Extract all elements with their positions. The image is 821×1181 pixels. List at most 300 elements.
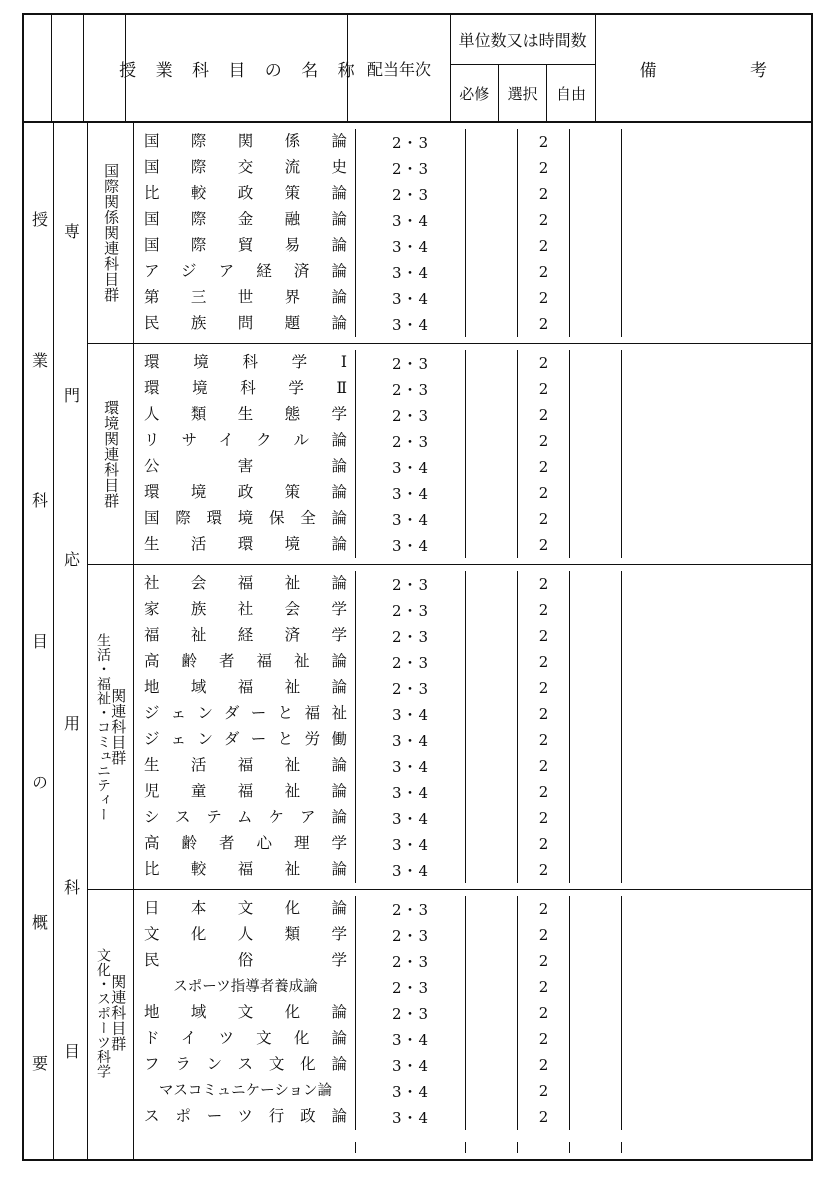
remarks-cell bbox=[622, 233, 811, 259]
year-assigned-cell: 2・3 bbox=[356, 597, 466, 623]
filler-row bbox=[134, 1142, 811, 1153]
table-header-row bbox=[24, 15, 811, 123]
header-remarks bbox=[596, 15, 811, 121]
course-name-cell bbox=[134, 805, 356, 831]
course-name-text: 国際環境保全論 bbox=[144, 509, 347, 528]
required-credits-cell bbox=[466, 207, 518, 233]
side-label-inner-char-4: 科 bbox=[61, 879, 81, 895]
table-row[interactable] bbox=[134, 1026, 811, 1052]
free-credits-cell bbox=[570, 480, 622, 506]
free-credits-cell bbox=[570, 285, 622, 311]
table-row[interactable] bbox=[134, 1052, 811, 1078]
course-name-text: 児童福祉論 bbox=[144, 782, 347, 801]
year-assigned-cell: 3・4 bbox=[356, 480, 466, 506]
side-label-outer-char-3: 目 bbox=[29, 632, 49, 649]
course-name-text: 家族社会学 bbox=[144, 600, 347, 619]
table-row[interactable] bbox=[134, 1104, 811, 1130]
elective-credits-cell: 2 bbox=[518, 350, 570, 376]
required-credits-cell bbox=[466, 571, 518, 597]
table-body bbox=[24, 123, 811, 1159]
table-row[interactable] bbox=[134, 675, 811, 701]
table-row[interactable] bbox=[134, 376, 811, 402]
year-assigned-cell: 3・4 bbox=[356, 779, 466, 805]
subject-group-label-second: 文化・スポーツ科学 bbox=[94, 947, 111, 1079]
course-name-text: リサイクル論 bbox=[144, 431, 347, 450]
remarks-cell bbox=[622, 857, 811, 883]
elective-credits-cell: 2 bbox=[518, 311, 570, 337]
course-name-text: 人類生態学 bbox=[144, 405, 347, 424]
course-name-cell bbox=[134, 1052, 356, 1078]
year-assigned-cell: 2・3 bbox=[356, 675, 466, 701]
elective-credits-cell: 2 bbox=[518, 506, 570, 532]
table-row[interactable] bbox=[134, 506, 811, 532]
side-label-inner-char-3: 用 bbox=[61, 715, 81, 731]
free-credits-cell bbox=[570, 649, 622, 675]
table-row[interactable] bbox=[134, 454, 811, 480]
table-row[interactable] bbox=[134, 428, 811, 454]
header-credits-subcolumns bbox=[451, 65, 595, 121]
remarks-cell bbox=[622, 805, 811, 831]
free-credits-cell bbox=[570, 597, 622, 623]
header-required bbox=[451, 65, 498, 121]
free-credits-cell bbox=[570, 181, 622, 207]
free-credits-cell bbox=[570, 506, 622, 532]
side-label-outer-char-4: の bbox=[29, 773, 49, 790]
elective-credits-cell: 2 bbox=[518, 207, 570, 233]
subject-group-label bbox=[88, 565, 134, 889]
table-row[interactable] bbox=[134, 402, 811, 428]
header-course-name bbox=[119, 15, 362, 121]
elective-credits-cell: 2 bbox=[518, 454, 570, 480]
header-credits-title-label: 単位数又は時間数 bbox=[458, 31, 587, 50]
elective-credits-cell: 2 bbox=[518, 259, 570, 285]
elective-credits-cell: 2 bbox=[518, 1052, 570, 1078]
course-name-text: 民族問題論 bbox=[144, 314, 347, 333]
table-row[interactable] bbox=[134, 1000, 811, 1026]
year-assigned-cell: 2・3 bbox=[356, 402, 466, 428]
elective-credits-cell: 2 bbox=[518, 1104, 570, 1130]
remarks-cell bbox=[622, 376, 811, 402]
table-row[interactable] bbox=[134, 350, 811, 376]
elective-credits-cell: 2 bbox=[518, 1026, 570, 1052]
elective-credits-cell: 2 bbox=[518, 571, 570, 597]
table-row[interactable] bbox=[134, 896, 811, 922]
remarks-cell bbox=[622, 727, 811, 753]
table-row[interactable] bbox=[134, 831, 811, 857]
year-assigned-cell: 2・3 bbox=[356, 896, 466, 922]
elective-credits-cell: 2 bbox=[518, 1078, 570, 1104]
elective-credits-cell: 2 bbox=[518, 623, 570, 649]
free-credits-cell bbox=[570, 129, 622, 155]
side-label-inner bbox=[54, 123, 88, 1159]
year-assigned-cell: 3・4 bbox=[356, 506, 466, 532]
free-credits-cell bbox=[570, 753, 622, 779]
remarks-cell bbox=[622, 1104, 811, 1130]
required-credits-cell bbox=[466, 727, 518, 753]
free-credits-cell bbox=[570, 727, 622, 753]
remarks-cell bbox=[622, 1000, 811, 1026]
elective-credits-cell: 2 bbox=[518, 428, 570, 454]
free-credits-cell bbox=[570, 402, 622, 428]
elective-credits-cell: 2 bbox=[518, 402, 570, 428]
free-credits-cell bbox=[570, 233, 622, 259]
year-assigned-cell: 3・4 bbox=[356, 233, 466, 259]
year-assigned-cell: 2・3 bbox=[356, 571, 466, 597]
remarks-cell bbox=[622, 181, 811, 207]
table-row[interactable] bbox=[134, 753, 811, 779]
required-credits-cell bbox=[466, 1078, 518, 1104]
course-name-text: システムケア論 bbox=[144, 808, 347, 827]
table-row[interactable] bbox=[134, 623, 811, 649]
course-name-cell bbox=[134, 922, 356, 948]
filler-cell bbox=[570, 1142, 622, 1153]
course-name-text: 第三世界論 bbox=[144, 288, 347, 307]
side-label-outer-char-0: 授 bbox=[29, 211, 49, 228]
side-label-outer bbox=[24, 123, 54, 1159]
required-credits-cell bbox=[466, 779, 518, 805]
year-assigned-cell: 2・3 bbox=[356, 922, 466, 948]
free-credits-cell bbox=[570, 623, 622, 649]
course-name-text: 社会福祉論 bbox=[144, 574, 347, 593]
course-name-cell bbox=[134, 376, 356, 402]
course-name-text: 公害論 bbox=[144, 457, 347, 476]
remarks-cell bbox=[622, 922, 811, 948]
remarks-cell bbox=[622, 701, 811, 727]
elective-credits-cell: 2 bbox=[518, 896, 570, 922]
course-name-text: 高齢者福祉論 bbox=[144, 652, 347, 671]
year-assigned-cell: 3・4 bbox=[356, 259, 466, 285]
header-elective-label: 選択 bbox=[507, 84, 538, 103]
course-name-cell bbox=[134, 181, 356, 207]
filler-rows bbox=[134, 1136, 811, 1159]
remarks-cell bbox=[622, 402, 811, 428]
course-name-cell bbox=[134, 831, 356, 857]
remarks-cell bbox=[622, 532, 811, 558]
remarks-cell bbox=[622, 454, 811, 480]
free-credits-cell bbox=[570, 259, 622, 285]
table-row[interactable] bbox=[134, 597, 811, 623]
table-row[interactable] bbox=[134, 974, 811, 1000]
remarks-cell bbox=[622, 649, 811, 675]
header-year-assigned-label: 配当年次 bbox=[367, 59, 432, 79]
elective-credits-cell: 2 bbox=[518, 831, 570, 857]
required-credits-cell bbox=[466, 623, 518, 649]
header-free bbox=[546, 65, 594, 121]
side-label-inner-char-1: 門 bbox=[61, 387, 81, 403]
course-name-cell bbox=[134, 896, 356, 922]
remarks-cell bbox=[622, 974, 811, 1000]
table-row[interactable] bbox=[134, 948, 811, 974]
course-name-cell bbox=[134, 857, 356, 883]
course-name-text: 民俗学 bbox=[144, 951, 347, 970]
table-row[interactable] bbox=[134, 155, 811, 181]
elective-credits-cell: 2 bbox=[518, 779, 570, 805]
required-credits-cell bbox=[466, 532, 518, 558]
year-assigned-cell: 3・4 bbox=[356, 1026, 466, 1052]
free-credits-cell bbox=[570, 948, 622, 974]
free-credits-cell bbox=[570, 701, 622, 727]
required-credits-cell bbox=[466, 233, 518, 259]
table-row[interactable] bbox=[134, 233, 811, 259]
free-credits-cell bbox=[570, 805, 622, 831]
required-credits-cell bbox=[466, 181, 518, 207]
elective-credits-cell: 2 bbox=[518, 649, 570, 675]
free-credits-cell bbox=[570, 155, 622, 181]
required-credits-cell bbox=[466, 402, 518, 428]
course-name-cell bbox=[134, 779, 356, 805]
course-name-text: 高齢者心理学 bbox=[144, 834, 347, 853]
side-label-inner-char-0: 専 bbox=[61, 223, 81, 239]
curriculum-table bbox=[22, 13, 813, 1161]
table-row[interactable] bbox=[134, 727, 811, 753]
header-elective bbox=[498, 65, 546, 121]
course-name-text: フランス文化論 bbox=[144, 1055, 347, 1074]
course-name-text: ジェンダーと福祉 bbox=[144, 704, 347, 723]
remarks-cell bbox=[622, 948, 811, 974]
remarks-cell bbox=[622, 1078, 811, 1104]
course-name-text: ドイツ文化論 bbox=[144, 1029, 347, 1048]
header-course-name-label: 授 業 科 目 の 名 称 bbox=[119, 60, 362, 81]
year-assigned-cell: 3・4 bbox=[356, 207, 466, 233]
year-assigned-cell: 3・4 bbox=[356, 1078, 466, 1104]
table-row[interactable] bbox=[134, 207, 811, 233]
required-credits-cell bbox=[466, 1000, 518, 1026]
free-credits-cell bbox=[570, 571, 622, 597]
course-name-text: 比較政策論 bbox=[144, 184, 347, 203]
free-credits-cell bbox=[570, 311, 622, 337]
header-year-assigned bbox=[348, 15, 450, 121]
year-assigned-cell: 2・3 bbox=[356, 948, 466, 974]
year-assigned-cell: 2・3 bbox=[356, 428, 466, 454]
remarks-cell bbox=[622, 896, 811, 922]
table-row[interactable] bbox=[134, 779, 811, 805]
free-credits-cell bbox=[570, 532, 622, 558]
course-name-cell bbox=[134, 623, 356, 649]
header-remarks-label: 備 考 bbox=[639, 60, 811, 81]
required-credits-cell bbox=[466, 896, 518, 922]
required-credits-cell bbox=[466, 1026, 518, 1052]
subject-group-label-main: 関連科目群 bbox=[109, 688, 128, 766]
elective-credits-cell: 2 bbox=[518, 155, 570, 181]
course-name-cell bbox=[134, 233, 356, 259]
course-name-text: 国際交流史 bbox=[144, 158, 347, 177]
side-label-outer-char-6: 要 bbox=[29, 1054, 49, 1071]
year-assigned-cell: 3・4 bbox=[356, 285, 466, 311]
filler-cell bbox=[134, 1142, 356, 1153]
year-assigned-cell: 2・3 bbox=[356, 155, 466, 181]
year-assigned-cell: 3・4 bbox=[356, 805, 466, 831]
course-name-text: スポーツ指導者養成論 bbox=[173, 978, 318, 995]
free-credits-cell bbox=[570, 207, 622, 233]
free-credits-cell bbox=[570, 675, 622, 701]
course-name-text: 国際関係論 bbox=[144, 132, 347, 151]
remarks-cell bbox=[622, 597, 811, 623]
remarks-cell bbox=[622, 675, 811, 701]
required-credits-cell bbox=[466, 350, 518, 376]
year-assigned-cell: 2・3 bbox=[356, 350, 466, 376]
course-name-cell bbox=[134, 155, 356, 181]
table-row[interactable] bbox=[134, 285, 811, 311]
elective-credits-cell: 2 bbox=[518, 701, 570, 727]
year-assigned-cell: 3・4 bbox=[356, 753, 466, 779]
course-name-text: 地域福祉論 bbox=[144, 678, 347, 697]
free-credits-cell bbox=[570, 857, 622, 883]
required-credits-cell bbox=[466, 155, 518, 181]
subject-group bbox=[88, 343, 811, 564]
course-name-cell bbox=[134, 675, 356, 701]
elective-credits-cell: 2 bbox=[518, 233, 570, 259]
required-credits-cell bbox=[466, 428, 518, 454]
free-credits-cell bbox=[570, 1026, 622, 1052]
remarks-cell bbox=[622, 428, 811, 454]
subject-group-rows bbox=[134, 565, 811, 889]
course-name-text: 日本文化論 bbox=[144, 899, 347, 918]
filler-cell bbox=[622, 1142, 811, 1153]
elective-credits-cell: 2 bbox=[518, 181, 570, 207]
remarks-cell bbox=[622, 207, 811, 233]
table-row[interactable] bbox=[134, 311, 811, 337]
course-name-cell bbox=[134, 259, 356, 285]
course-name-cell bbox=[134, 974, 356, 1000]
course-name-cell bbox=[134, 948, 356, 974]
course-name-cell bbox=[134, 402, 356, 428]
table-row[interactable] bbox=[134, 259, 811, 285]
table-row[interactable] bbox=[134, 181, 811, 207]
required-credits-cell bbox=[466, 129, 518, 155]
course-name-text: アジア経済論 bbox=[144, 262, 347, 281]
table-row[interactable] bbox=[134, 649, 811, 675]
free-credits-cell bbox=[570, 896, 622, 922]
subject-group-label-main: 関連科目群 bbox=[109, 974, 128, 1052]
table-row[interactable] bbox=[134, 1078, 811, 1104]
elective-credits-cell: 2 bbox=[518, 480, 570, 506]
course-name-cell bbox=[134, 753, 356, 779]
course-name-cell bbox=[134, 701, 356, 727]
subject-group-label bbox=[88, 123, 134, 343]
subject-group-label-main: 環境関連科目群 bbox=[102, 399, 121, 509]
year-assigned-cell: 3・4 bbox=[356, 831, 466, 857]
course-name-cell bbox=[134, 506, 356, 532]
remarks-cell bbox=[622, 155, 811, 181]
course-name-cell bbox=[134, 1078, 356, 1104]
subject-group-rows bbox=[134, 890, 811, 1136]
course-name-cell bbox=[134, 727, 356, 753]
table-row[interactable] bbox=[134, 480, 811, 506]
elective-credits-cell: 2 bbox=[518, 1000, 570, 1026]
free-credits-cell bbox=[570, 376, 622, 402]
required-credits-cell bbox=[466, 974, 518, 1000]
year-assigned-cell: 3・4 bbox=[356, 1104, 466, 1130]
year-assigned-cell: 2・3 bbox=[356, 649, 466, 675]
remarks-cell bbox=[622, 259, 811, 285]
header-credits-group bbox=[451, 15, 596, 121]
header-spacer-inner bbox=[52, 15, 84, 121]
remarks-cell bbox=[622, 831, 811, 857]
year-assigned-cell: 3・4 bbox=[356, 727, 466, 753]
filler-cell bbox=[518, 1142, 570, 1153]
course-name-cell bbox=[134, 532, 356, 558]
table-row[interactable] bbox=[134, 922, 811, 948]
free-credits-cell bbox=[570, 1052, 622, 1078]
table-row[interactable] bbox=[134, 129, 811, 155]
course-name-cell bbox=[134, 454, 356, 480]
year-assigned-cell: 3・4 bbox=[356, 1052, 466, 1078]
subject-group bbox=[88, 889, 811, 1136]
table-row[interactable] bbox=[134, 571, 811, 597]
course-name-cell bbox=[134, 571, 356, 597]
side-label-outer-char-2: 科 bbox=[29, 492, 49, 509]
elective-credits-cell: 2 bbox=[518, 922, 570, 948]
remarks-cell bbox=[622, 1026, 811, 1052]
side-label-outer-char-5: 概 bbox=[29, 914, 49, 931]
free-credits-cell bbox=[570, 1000, 622, 1026]
remarks-cell bbox=[622, 506, 811, 532]
remarks-cell bbox=[622, 285, 811, 311]
free-credits-cell bbox=[570, 922, 622, 948]
elective-credits-cell: 2 bbox=[518, 675, 570, 701]
required-credits-cell bbox=[466, 376, 518, 402]
year-assigned-cell: 3・4 bbox=[356, 454, 466, 480]
subject-group bbox=[88, 123, 811, 343]
free-credits-cell bbox=[570, 974, 622, 1000]
course-name-text: 環境科学Ⅰ bbox=[144, 353, 347, 372]
elective-credits-cell: 2 bbox=[518, 597, 570, 623]
free-credits-cell bbox=[570, 779, 622, 805]
course-name-cell bbox=[134, 285, 356, 311]
course-name-text: 比較福祉論 bbox=[144, 860, 347, 879]
elective-credits-cell: 2 bbox=[518, 857, 570, 883]
subject-groups bbox=[88, 123, 811, 1159]
remarks-cell bbox=[622, 779, 811, 805]
free-credits-cell bbox=[570, 831, 622, 857]
required-credits-cell bbox=[466, 922, 518, 948]
elective-credits-cell: 2 bbox=[518, 727, 570, 753]
course-name-cell bbox=[134, 311, 356, 337]
table-row[interactable] bbox=[134, 701, 811, 727]
elective-credits-cell: 2 bbox=[518, 974, 570, 1000]
elective-credits-cell: 2 bbox=[518, 376, 570, 402]
year-assigned-cell: 2・3 bbox=[356, 974, 466, 1000]
course-name-text: 国際金融論 bbox=[144, 210, 347, 229]
table-row[interactable] bbox=[134, 532, 811, 558]
subject-group-rows bbox=[134, 344, 811, 564]
course-name-text: 国際貿易論 bbox=[144, 236, 347, 255]
year-assigned-cell: 2・3 bbox=[356, 129, 466, 155]
required-credits-cell bbox=[466, 857, 518, 883]
required-credits-cell bbox=[466, 701, 518, 727]
side-label-outer-char-1: 業 bbox=[29, 351, 49, 368]
elective-credits-cell: 2 bbox=[518, 532, 570, 558]
required-credits-cell bbox=[466, 311, 518, 337]
remarks-cell bbox=[622, 480, 811, 506]
elective-credits-cell: 2 bbox=[518, 285, 570, 311]
required-credits-cell bbox=[466, 675, 518, 701]
course-name-cell bbox=[134, 1000, 356, 1026]
elective-credits-cell: 2 bbox=[518, 805, 570, 831]
remarks-cell bbox=[622, 1052, 811, 1078]
required-credits-cell bbox=[466, 285, 518, 311]
course-name-cell bbox=[134, 649, 356, 675]
course-name-text: 地域文化論 bbox=[144, 1003, 347, 1022]
elective-credits-cell: 2 bbox=[518, 753, 570, 779]
table-row[interactable] bbox=[134, 857, 811, 883]
course-name-text: スポーツ行政論 bbox=[144, 1107, 347, 1126]
required-credits-cell bbox=[466, 480, 518, 506]
course-name-cell bbox=[134, 350, 356, 376]
table-row[interactable] bbox=[134, 805, 811, 831]
required-credits-cell bbox=[466, 831, 518, 857]
filler-cell bbox=[466, 1142, 518, 1153]
